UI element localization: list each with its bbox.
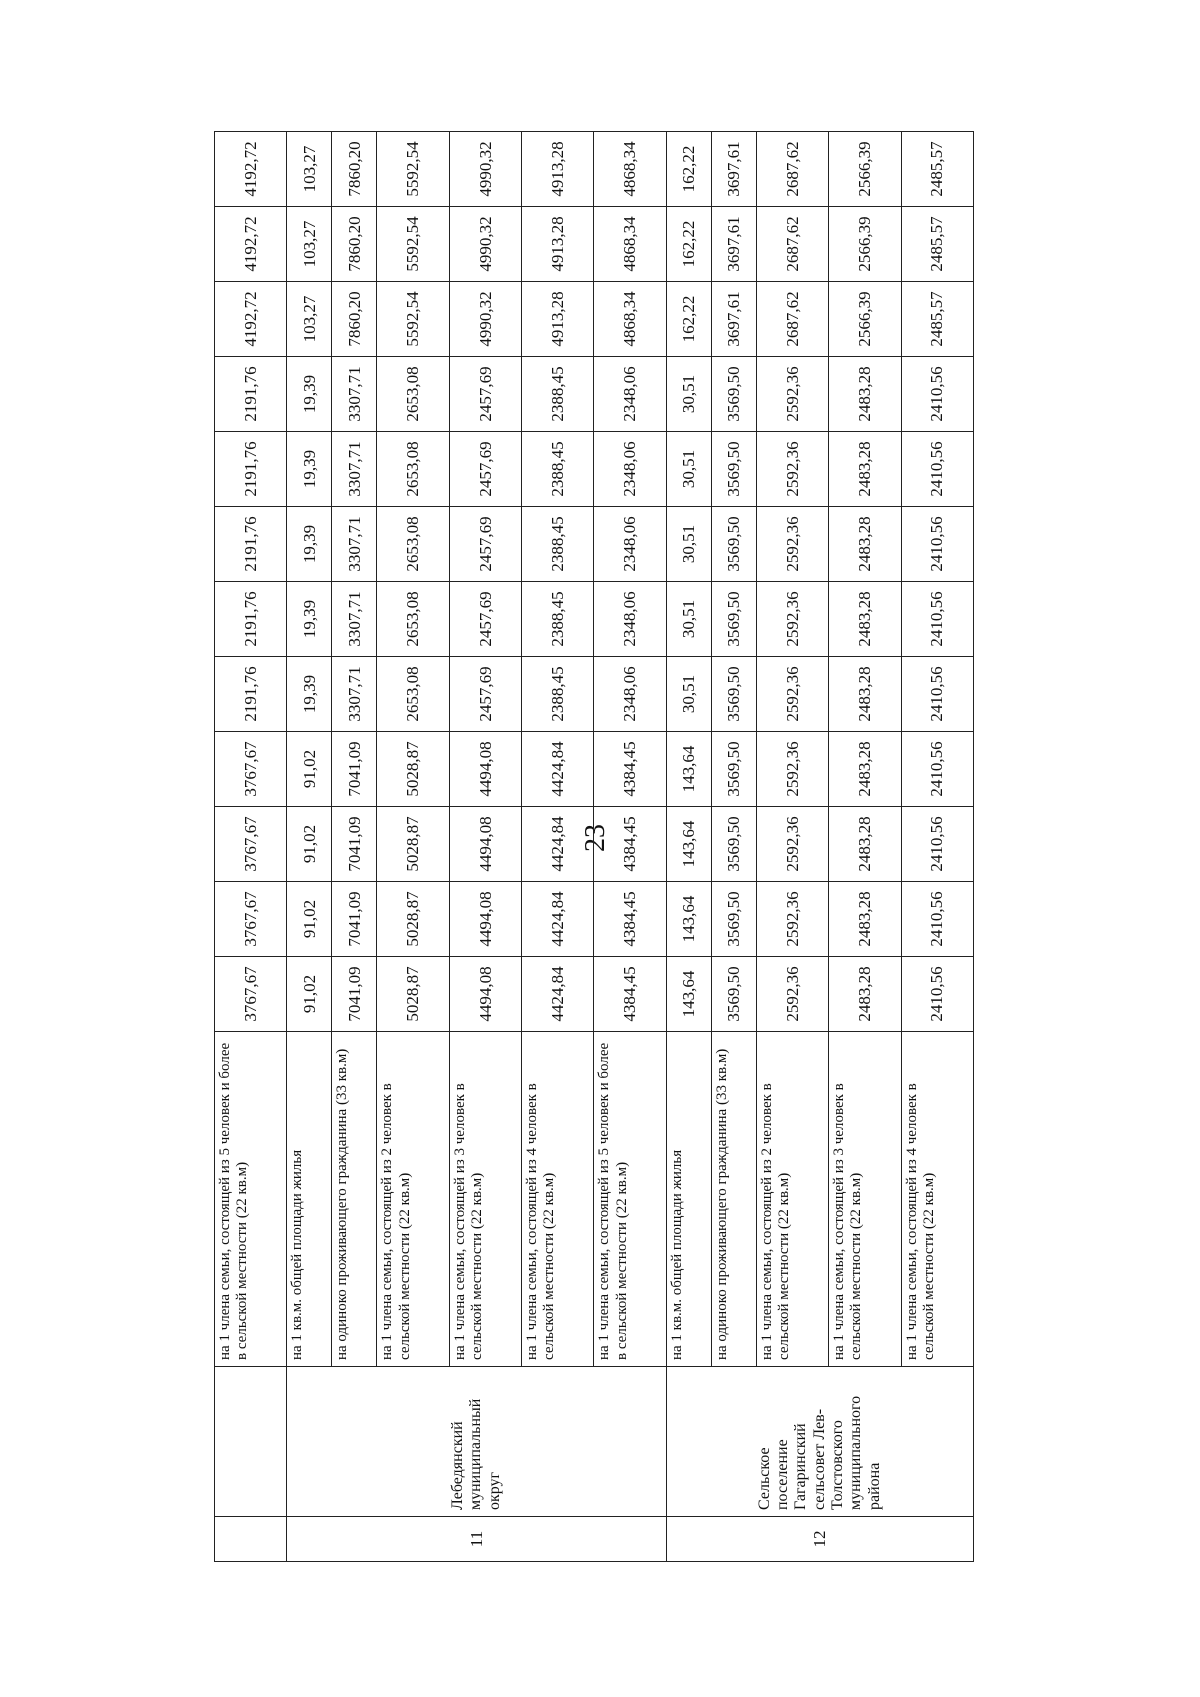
value-cell: 5592,54 xyxy=(377,282,449,357)
table-row xyxy=(377,132,449,1562)
value-cell: 4868,34 xyxy=(594,207,666,282)
value-cell: 2191,76 xyxy=(215,357,287,432)
value-cell: 4424,84 xyxy=(522,882,594,957)
value-cell: 4868,34 xyxy=(594,282,666,357)
value-cell: 2388,45 xyxy=(522,657,594,732)
value-cell: 3767,67 xyxy=(215,882,287,957)
value-cell: 30,51 xyxy=(666,357,711,432)
value-cell: 3569,50 xyxy=(711,732,756,807)
value-cell: 4990,32 xyxy=(449,282,521,357)
value-cell: 4494,08 xyxy=(449,732,521,807)
value-cell: 4424,84 xyxy=(522,807,594,882)
row-number xyxy=(215,1517,287,1562)
value-cell: 7041,09 xyxy=(332,882,377,957)
value-cell: 2592,36 xyxy=(756,807,828,882)
value-cell: 2592,36 xyxy=(756,957,828,1032)
value-cell: 30,51 xyxy=(666,432,711,507)
value-cell: 5028,87 xyxy=(377,807,449,882)
value-cell: 4424,84 xyxy=(522,732,594,807)
value-cell: 5028,87 xyxy=(377,882,449,957)
value-cell: 3307,71 xyxy=(332,657,377,732)
value-cell: 4494,08 xyxy=(449,957,521,1032)
value-cell: 3569,50 xyxy=(711,882,756,957)
value-cell: 4990,32 xyxy=(449,207,521,282)
value-cell: 2687,62 xyxy=(756,132,828,207)
value-cell: 2410,56 xyxy=(901,957,974,1032)
value-cell: 4384,45 xyxy=(594,732,666,807)
value-cell: 2388,45 xyxy=(522,432,594,507)
value-cell: 2566,39 xyxy=(829,132,901,207)
table-row xyxy=(901,132,974,1562)
value-cell: 4913,28 xyxy=(522,132,594,207)
category-label: на 1 кв.м. общей площади жилья xyxy=(287,1032,332,1367)
value-cell: 2348,06 xyxy=(594,657,666,732)
value-cell: 162,22 xyxy=(666,282,711,357)
value-cell: 4384,45 xyxy=(594,957,666,1032)
category-label: на 1 члена семьи, состоящей из 3 человек в сельской местности (22 кв.м) xyxy=(829,1032,901,1367)
value-cell: 2410,56 xyxy=(901,657,974,732)
value-cell: 4384,45 xyxy=(594,807,666,882)
value-cell: 2348,06 xyxy=(594,432,666,507)
value-cell: 2410,56 xyxy=(901,882,974,957)
value-cell: 5592,54 xyxy=(377,207,449,282)
value-cell: 4868,34 xyxy=(594,132,666,207)
value-cell: 5028,87 xyxy=(377,957,449,1032)
value-cell: 143,64 xyxy=(666,732,711,807)
value-cell: 2483,28 xyxy=(829,582,901,657)
value-cell: 7860,20 xyxy=(332,282,377,357)
value-cell: 2457,69 xyxy=(449,357,521,432)
table-row xyxy=(287,132,332,1562)
value-cell: 91,02 xyxy=(287,807,332,882)
value-cell: 3569,50 xyxy=(711,507,756,582)
value-cell: 143,64 xyxy=(666,807,711,882)
value-cell: 3697,61 xyxy=(711,207,756,282)
row-number: 11 xyxy=(287,1517,666,1562)
value-cell: 2653,08 xyxy=(377,357,449,432)
tariff-table xyxy=(214,131,974,1562)
value-cell: 3307,71 xyxy=(332,432,377,507)
value-cell: 4192,72 xyxy=(215,132,287,207)
category-label: на 1 члена семьи, состоящей из 4 человек в сельской местности (22 кв.м) xyxy=(522,1032,594,1367)
value-cell: 2348,06 xyxy=(594,357,666,432)
value-cell: 2566,39 xyxy=(829,207,901,282)
value-cell: 2566,39 xyxy=(829,282,901,357)
value-cell: 7860,20 xyxy=(332,132,377,207)
municipality-name: Лебедянский муниципальный округ xyxy=(287,1367,666,1517)
value-cell: 7860,20 xyxy=(332,207,377,282)
value-cell: 2191,76 xyxy=(215,657,287,732)
value-cell: 4192,72 xyxy=(215,282,287,357)
value-cell: 2388,45 xyxy=(522,357,594,432)
value-cell: 2483,28 xyxy=(829,507,901,582)
category-label: на одиноко проживающего гражданина (33 кв.м) xyxy=(711,1032,756,1367)
value-cell: 3307,71 xyxy=(332,582,377,657)
value-cell: 3569,50 xyxy=(711,807,756,882)
value-cell: 2687,62 xyxy=(756,207,828,282)
value-cell: 4913,28 xyxy=(522,207,594,282)
value-cell: 4494,08 xyxy=(449,882,521,957)
value-cell: 2592,36 xyxy=(756,657,828,732)
category-label: на 1 члена семьи, состоящей из 3 человек в сельской местности (22 кв.м) xyxy=(449,1032,521,1367)
value-cell: 4990,32 xyxy=(449,132,521,207)
value-cell: 3569,50 xyxy=(711,357,756,432)
value-cell: 162,22 xyxy=(666,132,711,207)
category-label: на 1 члена семьи, состоящей из 5 человек и более в сельской местности (22 кв.м) xyxy=(594,1032,666,1367)
value-cell: 2592,36 xyxy=(756,732,828,807)
value-cell: 3697,61 xyxy=(711,132,756,207)
value-cell: 3697,61 xyxy=(711,282,756,357)
value-cell: 30,51 xyxy=(666,657,711,732)
value-cell: 2483,28 xyxy=(829,957,901,1032)
table-row xyxy=(666,132,711,1562)
value-cell: 2348,06 xyxy=(594,582,666,657)
value-cell: 103,27 xyxy=(287,282,332,357)
value-cell: 5592,54 xyxy=(377,132,449,207)
value-cell: 2410,56 xyxy=(901,732,974,807)
category-label: на 1 члена семьи, состоящей из 5 человек и более в сельской местности (22 кв.м) xyxy=(215,1032,287,1367)
value-cell: 2348,06 xyxy=(594,507,666,582)
page-number: 23 xyxy=(580,824,611,852)
value-cell: 2410,56 xyxy=(901,357,974,432)
value-cell: 7041,09 xyxy=(332,732,377,807)
table-row xyxy=(594,132,666,1562)
value-cell: 4494,08 xyxy=(449,807,521,882)
value-cell: 3569,50 xyxy=(711,957,756,1032)
value-cell: 2653,08 xyxy=(377,657,449,732)
category-label: на 1 кв.м. общей площади жилья xyxy=(666,1032,711,1367)
value-cell: 3767,67 xyxy=(215,807,287,882)
value-cell: 4913,28 xyxy=(522,282,594,357)
category-label: на 1 члена семьи, состоящей из 4 человек в сельской местности (22 кв.м) xyxy=(901,1032,974,1367)
value-cell: 19,39 xyxy=(287,357,332,432)
value-cell: 2687,62 xyxy=(756,282,828,357)
value-cell: 3569,50 xyxy=(711,432,756,507)
value-cell: 2410,56 xyxy=(901,432,974,507)
value-cell: 4424,84 xyxy=(522,957,594,1032)
value-cell: 3569,50 xyxy=(711,582,756,657)
value-cell: 3307,71 xyxy=(332,357,377,432)
value-cell: 30,51 xyxy=(666,507,711,582)
value-cell: 7041,09 xyxy=(332,807,377,882)
row-number: 12 xyxy=(666,1517,973,1562)
value-cell: 2483,28 xyxy=(829,807,901,882)
value-cell: 2592,36 xyxy=(756,357,828,432)
value-cell: 2410,56 xyxy=(901,807,974,882)
table-row xyxy=(522,132,594,1562)
value-cell: 143,64 xyxy=(666,957,711,1032)
value-cell: 2485,57 xyxy=(901,132,974,207)
value-cell: 5028,87 xyxy=(377,732,449,807)
value-cell: 19,39 xyxy=(287,507,332,582)
value-cell: 91,02 xyxy=(287,882,332,957)
value-cell: 103,27 xyxy=(287,207,332,282)
table-row xyxy=(215,132,287,1562)
value-cell: 91,02 xyxy=(287,957,332,1032)
value-cell: 2653,08 xyxy=(377,507,449,582)
rotated-table-container xyxy=(214,132,974,1562)
value-cell: 19,39 xyxy=(287,582,332,657)
municipality-name: Сельское поселение Гагаринский сельсовет Лев-Толстовского муниципального района xyxy=(666,1367,973,1517)
value-cell: 2592,36 xyxy=(756,882,828,957)
value-cell: 30,51 xyxy=(666,582,711,657)
value-cell: 2485,57 xyxy=(901,207,974,282)
value-cell: 2592,36 xyxy=(756,582,828,657)
value-cell: 3307,71 xyxy=(332,507,377,582)
value-cell: 2592,36 xyxy=(756,432,828,507)
value-cell: 4384,45 xyxy=(594,882,666,957)
value-cell: 2388,45 xyxy=(522,507,594,582)
value-cell: 162,22 xyxy=(666,207,711,282)
value-cell: 2457,69 xyxy=(449,507,521,582)
value-cell: 2653,08 xyxy=(377,432,449,507)
value-cell: 103,27 xyxy=(287,132,332,207)
value-cell: 4192,72 xyxy=(215,207,287,282)
value-cell: 2592,36 xyxy=(756,507,828,582)
table-row xyxy=(711,132,756,1562)
value-cell: 2483,28 xyxy=(829,357,901,432)
value-cell: 143,64 xyxy=(666,882,711,957)
value-cell: 3767,67 xyxy=(215,732,287,807)
category-label: на 1 члена семьи, состоящей из 2 человек в сельской местности (22 кв.м) xyxy=(377,1032,449,1367)
value-cell: 2483,28 xyxy=(829,432,901,507)
value-cell: 2191,76 xyxy=(215,507,287,582)
value-cell: 2410,56 xyxy=(901,507,974,582)
value-cell: 2388,45 xyxy=(522,582,594,657)
value-cell: 2457,69 xyxy=(449,432,521,507)
value-cell: 19,39 xyxy=(287,657,332,732)
value-cell: 2191,76 xyxy=(215,582,287,657)
value-cell: 7041,09 xyxy=(332,957,377,1032)
value-cell: 19,39 xyxy=(287,432,332,507)
value-cell: 2457,69 xyxy=(449,657,521,732)
value-cell: 91,02 xyxy=(287,732,332,807)
value-cell: 2483,28 xyxy=(829,732,901,807)
category-label: на одиноко проживающего гражданина (33 кв.м) xyxy=(332,1032,377,1367)
category-label: на 1 члена семьи, состоящей из 2 человек в сельской местности (22 кв.м) xyxy=(756,1032,828,1367)
value-cell: 2191,76 xyxy=(215,432,287,507)
municipality-name xyxy=(215,1367,287,1517)
value-cell: 2485,57 xyxy=(901,282,974,357)
table-row xyxy=(332,132,377,1562)
value-cell: 3569,50 xyxy=(711,657,756,732)
value-cell: 3767,67 xyxy=(215,957,287,1032)
table-row xyxy=(449,132,521,1562)
table-row xyxy=(829,132,901,1562)
value-cell: 2653,08 xyxy=(377,582,449,657)
table-row xyxy=(756,132,828,1562)
value-cell: 2410,56 xyxy=(901,582,974,657)
value-cell: 2483,28 xyxy=(829,882,901,957)
value-cell: 2457,69 xyxy=(449,582,521,657)
value-cell: 2483,28 xyxy=(829,657,901,732)
tariff-table-body xyxy=(215,132,974,1562)
